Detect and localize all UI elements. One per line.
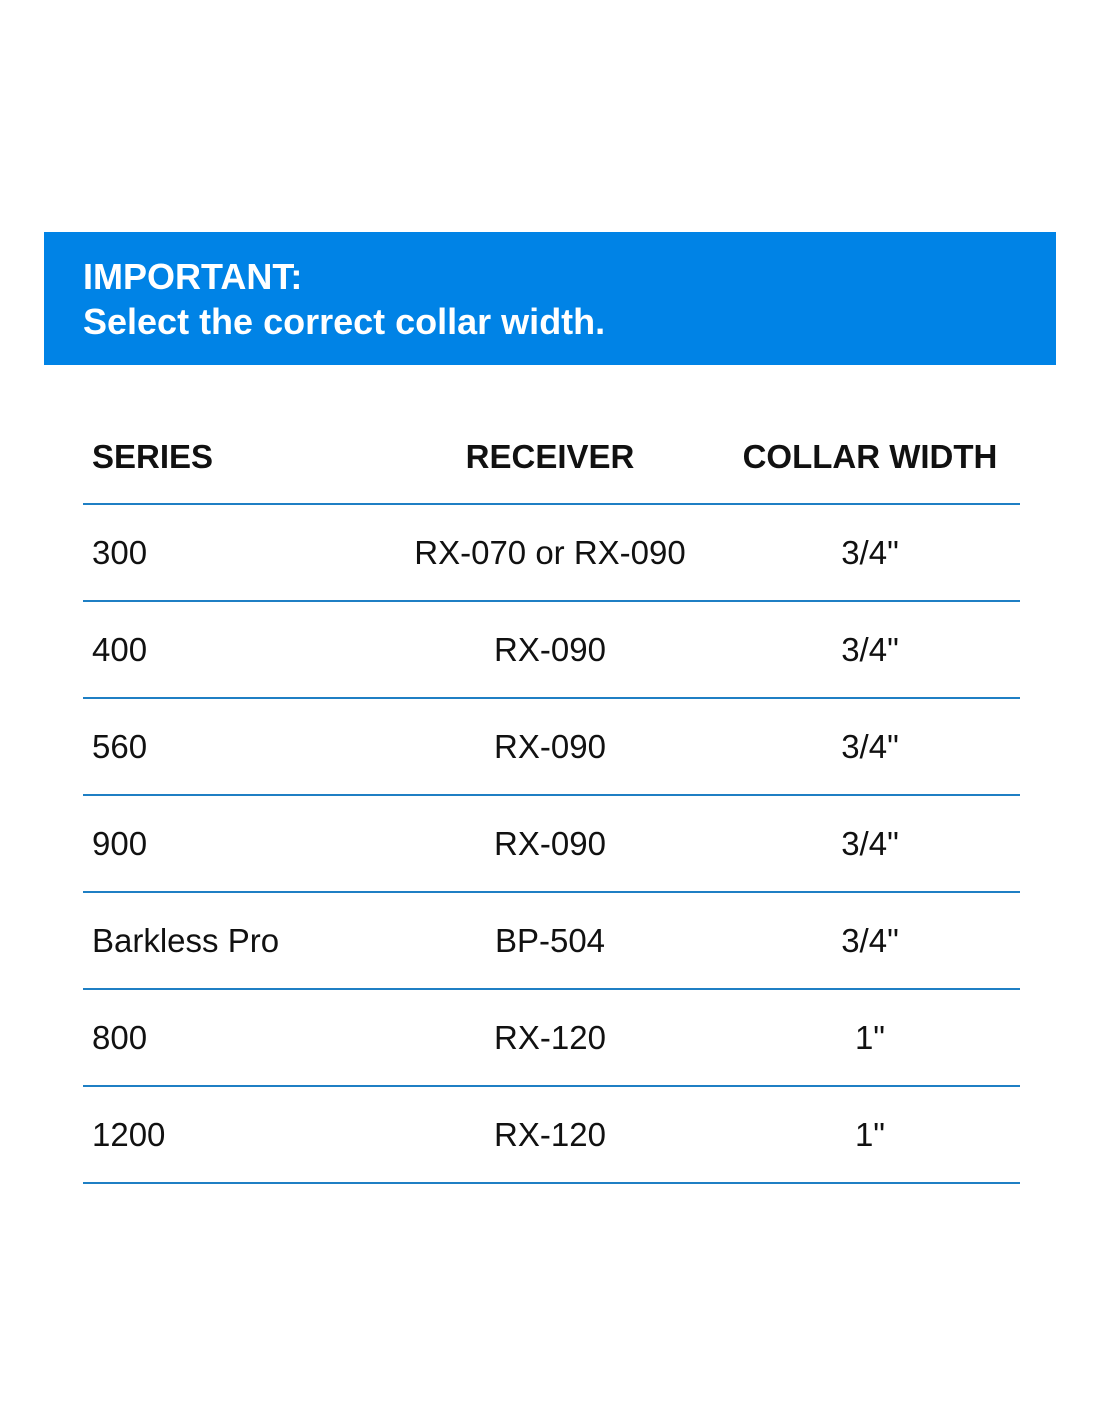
series-cell: 900 [92,824,148,862]
table-row [83,893,1020,990]
collar-width-cell: 3/4" [841,921,899,959]
header-collar-width: COLLAR WIDTH [742,437,998,475]
receiver-cell: RX-120 [494,1115,606,1153]
banner-instruction: Select the correct collar width. [83,301,606,342]
receiver-cell: BP-504 [494,921,606,959]
collar-width-cell: 3/4" [841,533,899,571]
series-cell: 560 [92,727,148,765]
header-series: SERIES [92,437,214,475]
receiver-cell: RX-090 [494,630,606,668]
receiver-cell: RX-120 [494,1018,606,1056]
collar-width-cell: 3/4" [841,824,899,862]
banner-heading: IMPORTANT: [83,256,303,297]
table-row [83,699,1020,796]
table-row [83,505,1020,602]
table-row [83,796,1020,893]
collar-width-cell: 1" [854,1018,886,1056]
collar-width-cell: 3/4" [841,630,899,668]
collar-width-table [83,410,1020,1184]
important-banner [44,232,1056,365]
header-receiver: RECEIVER [465,437,635,475]
table-row [83,602,1020,699]
series-cell: 400 [92,630,148,668]
receiver-cell: RX-070 or RX-090 [414,533,686,571]
series-cell: 1200 [92,1115,166,1153]
table-row [83,1087,1020,1184]
series-cell: Barkless Pro [92,921,280,959]
table-header-row [83,410,1020,505]
series-cell: 300 [92,533,148,571]
collar-width-cell: 1" [854,1115,886,1153]
series-cell: 800 [92,1018,148,1056]
table-row [83,990,1020,1087]
receiver-cell: RX-090 [494,727,606,765]
receiver-cell: RX-090 [494,824,606,862]
collar-width-cell: 3/4" [841,727,899,765]
